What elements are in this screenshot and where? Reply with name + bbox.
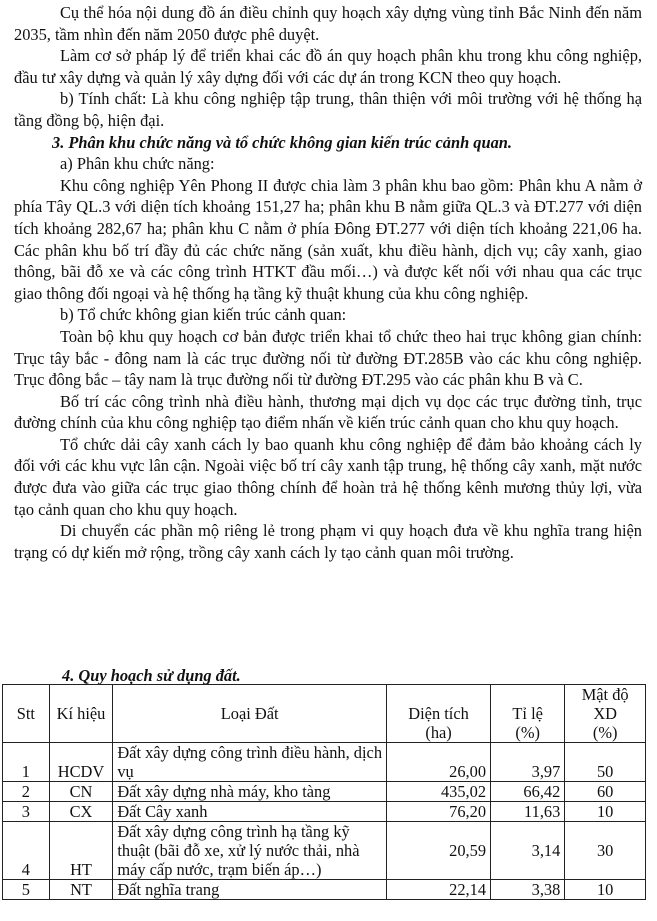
row-area: 22,14 [387,880,491,900]
row-code: HT [49,822,113,880]
row-stt: 4 [3,822,50,880]
paragraph-axes: Toàn bộ khu quy hoạch cơ bản được triển khai tổ chức theo hai trục không gian chính: Trục tây bắc - đông nam là các trục đường nối từ đường ĐT.285B vào các khu công nghiệp. Trục đông bắc – tây nam là trục đường nối từ đường ĐT.295 vào các phân khu B và C. [14,326,642,390]
row-area: 435,02 [387,782,491,802]
header-area: Diện tích [387,685,491,724]
header-area-unit: (ha) [387,723,491,743]
row-density: 60 [565,782,646,802]
table-row [3,880,646,900]
row-land-type: Đất xây dựng nhà máy, kho tàng [113,782,387,802]
table-row [3,802,646,822]
row-ratio: 3,97 [491,743,565,782]
row-ratio: 3,38 [491,880,565,900]
row-land-type: Đất xây dựng công trình điều hành, dịch vụ [113,743,387,782]
row-density: 10 [565,802,646,822]
row-land-type: Đất xây dựng công trình hạ tầng kỹ thuật (bãi đỗ xe, xử lý nước thải, nhà máy cấp nước, trạm biến áp…) [113,822,387,880]
section-4-heading: 4. Quy hoạch sử dụng đất. [62,666,241,685]
row-stt: 2 [3,782,50,802]
row-ratio: 3,14 [491,822,565,880]
header-ratio-unit: (%) [491,723,565,743]
header-density-unit: (%) [565,723,646,743]
paragraph-zones: Khu công nghiệp Yên Phong II được chia làm 3 phân khu bao gồm: Phân khu A nằm ở phía Tây QL.3 với diện tích khoảng 151,27 ha; phân khu B nằm giữa QL.3 và ĐT.277 với diện tích khoảng 282,67 ha; phân khu C nằm ở phía Đông ĐT.277 với diện tích khoảng 221,06 ha. Các phân khu bố trí đầy đủ các chức năng (sản xuất, khu điều hành, dịch vụ; cây xanh, giao thông, bãi đỗ xe và các công trình HTKT đầu mối…) và được kết nối với nhau qua các trục giao thông đối ngoại và hệ thống hạ tầng kỹ thuật khung của khu công nghiệp. [14,175,642,303]
row-area: 26,00 [387,743,491,782]
paragraph-intro-1: Cụ thể hóa nội dung đồ án điều chỉnh quy hoạch xây dựng vùng tỉnh Bắc Ninh đến năm 2035, tầm nhìn đến năm 2050 được phê duyệt. [14,3,642,44]
row-ratio: 66,42 [491,782,565,802]
paragraph-property: b) Tính chất: Là khu công nghiệp tập trung, thân thiện với môi trường với hệ thống hạ tầng đồng bộ, hiện đại. [14,89,642,130]
paragraph-graves: Di chuyển các phần mộ riêng lẻ trong phạm vi quy hoạch đưa về khu nghĩa trang hiện trạng có dự kiến mở rộng, trồng cây xanh cách ly tạo cảnh quan môi trường. [14,521,642,562]
row-area: 20,59 [387,822,491,880]
row-density: 30 [565,822,646,880]
table-row [3,743,646,782]
paragraph-greenery: Tổ chức dải cây xanh cách ly bao quanh khu công nghiệp để đảm bảo khoảng cách ly đối với các khu vực lân cận. Ngoài việc bố trí cây xanh tập trung, hệ thống cây xanh, mặt nước được đưa vào giữa các trục giao thông chính để hoàn trả hệ thống kênh mương thủy lợi, vừa tạo cảnh quan cho khu quy hoạch. [14,434,642,519]
header-density: Mật độ XD [565,685,646,724]
land-use-table [2,684,646,900]
row-code: CX [49,802,113,822]
header-land-type: Loại Đất [113,685,387,743]
header-ratio: Tỉ lệ [491,685,565,724]
table-row [3,782,646,802]
row-code: CN [49,782,113,802]
body-text [14,2,642,563]
row-stt: 5 [3,880,50,900]
table-row [3,822,646,880]
row-area: 76,20 [387,802,491,822]
table-header-row-1 [3,685,646,724]
row-code: NT [49,880,113,900]
paragraph-buildings: Bố trí các công trình nhà điều hành, thương mại dịch vụ dọc các trục đường tỉnh, trục đường chính của khu công nghiệp tạo điểm nhấn về kiến trúc cảnh quan cho khu quy hoạch. [14,391,642,433]
subheading-a: a) Phân khu chức năng: [60,154,215,174]
header-stt: Stt [3,685,50,743]
row-land-type: Đất Cây xanh [113,802,387,822]
section-3-heading: 3. Phân khu chức năng và tổ chức không gian kiến trúc cảnh quan. [52,132,513,152]
paragraph-intro-2: Làm cơ sở pháp lý để triển khai các đồ án quy hoạch phân khu trong khu công nghiệp, đầu tư xây dựng và quản lý xây dựng đối với các dự án trong KCN theo quy hoạch. [14,46,642,87]
row-stt: 1 [3,743,50,782]
row-land-type: Đất nghĩa trang [113,880,387,900]
row-density: 10 [565,880,646,900]
row-density: 50 [565,743,646,782]
subheading-b: b) Tổ chức không gian kiến trúc cảnh quan: [60,305,347,325]
header-code: Kí hiệu [49,685,113,743]
row-code: HCDV [49,743,113,782]
row-stt: 3 [3,802,50,822]
row-ratio: 11,63 [491,802,565,822]
